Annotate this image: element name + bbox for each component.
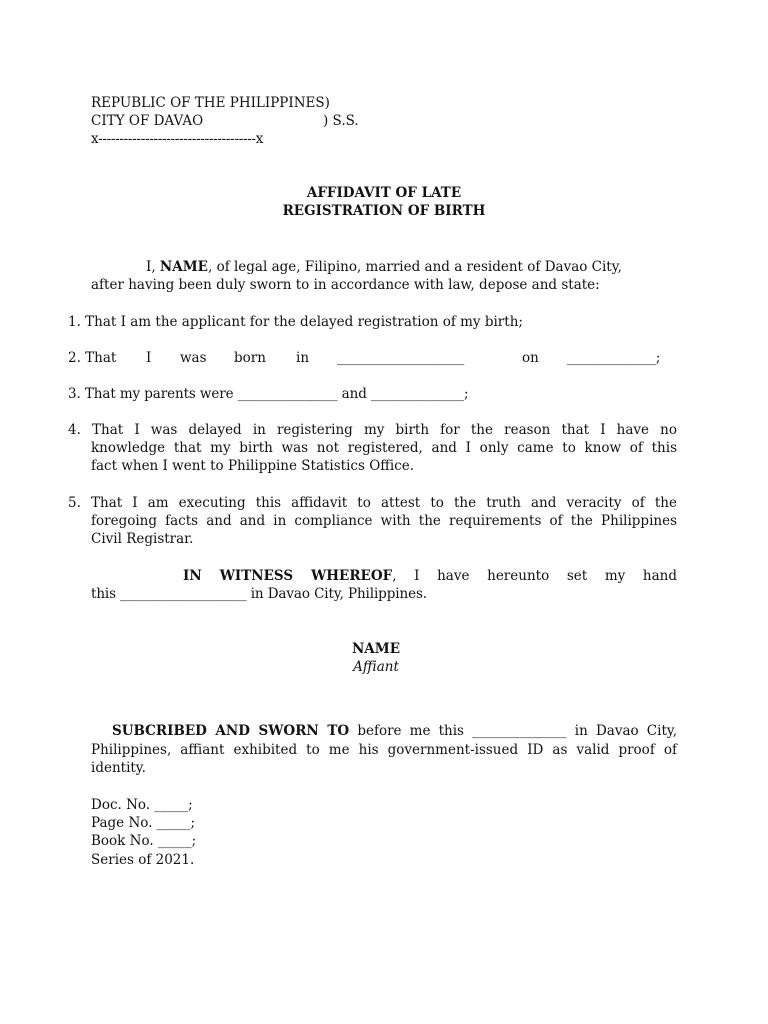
jurat-heading: SUBCRIBED AND SWORN TO: [112, 723, 350, 739]
signature-name: NAME: [351, 641, 401, 657]
item-4-line-2: knowledge that my birth was not registered, and I only came to know of this: [91, 440, 677, 456]
series-year: Series of 2021.: [91, 852, 195, 868]
item-3: 3. That my parents were _______________ and ______________;: [68, 386, 469, 402]
item-4-line-1: 4. That I was delayed in registering my birth for the reason that I have no: [68, 422, 677, 438]
item-5-line-1: 5. That I am executing this affidavit to attest to the truth and veracity of the: [68, 495, 677, 511]
item-2-word-was: was: [180, 350, 207, 366]
intro-post: , of legal age, Filipino, married and a resident of Davao City,: [207, 259, 622, 275]
title-line-2: REGISTRATION OF BIRTH: [282, 203, 486, 219]
jurat-rest: before me this ______________ in Davao City,: [357, 723, 678, 739]
item-1: 1. That I am the applicant for the delayed registration of my birth;: [68, 314, 523, 330]
witness-rest: , I have hereunto set my hand: [392, 568, 677, 584]
book-number: Book No. _____;: [91, 833, 197, 849]
venue-divider: x-------------------------------------x: [91, 131, 264, 147]
doc-number: Doc. No. _____;: [91, 797, 193, 813]
intro-pre: I,: [146, 259, 156, 275]
jurat-line-2: Philippines, affiant exhibited to me his government-issued ID as valid proof of: [91, 742, 677, 758]
item-2-word-on: on: [522, 350, 539, 366]
item-2-word-born: born: [234, 350, 266, 366]
title-line-1: AFFIDAVIT OF LATE: [306, 185, 462, 201]
affiant-name-inline: NAME: [159, 259, 208, 275]
intro-line-1: [146, 258, 622, 276]
venue-ss: ) S.S.: [323, 113, 359, 129]
intro-line-2: after having been duly sworn to in accordance with law, depose and state:: [91, 277, 600, 293]
item-2-word-in: in: [296, 350, 310, 366]
witness-line-1: [183, 567, 677, 585]
signature-role: Affiant: [353, 659, 399, 675]
jurat-line-1: [112, 722, 677, 740]
item-5-line-3: Civil Registrar.: [91, 531, 194, 547]
item-2-number: 2. That: [68, 350, 117, 366]
witness-line-2: this ___________________ in Davao City, Philippines.: [91, 586, 427, 602]
item-2-word-i: I: [146, 350, 152, 366]
item-5-line-2: foregoing facts and and in compliance with the requirements of the Philippines: [91, 513, 677, 529]
item-4-line-3: fact when I went to Philippine Statistics Office.: [91, 458, 415, 474]
page-number: Page No. _____;: [91, 815, 196, 831]
birthdate-blank: ______________;: [567, 350, 661, 366]
witness-heading: IN WITNESS WHEREOF: [183, 568, 393, 584]
venue-city: CITY OF DAVAO: [91, 113, 204, 129]
jurat-line-3: identity.: [91, 760, 146, 776]
birthplace-blank: ____________________: [337, 350, 465, 366]
venue-republic: REPUBLIC OF THE PHILIPPINES): [91, 95, 330, 111]
